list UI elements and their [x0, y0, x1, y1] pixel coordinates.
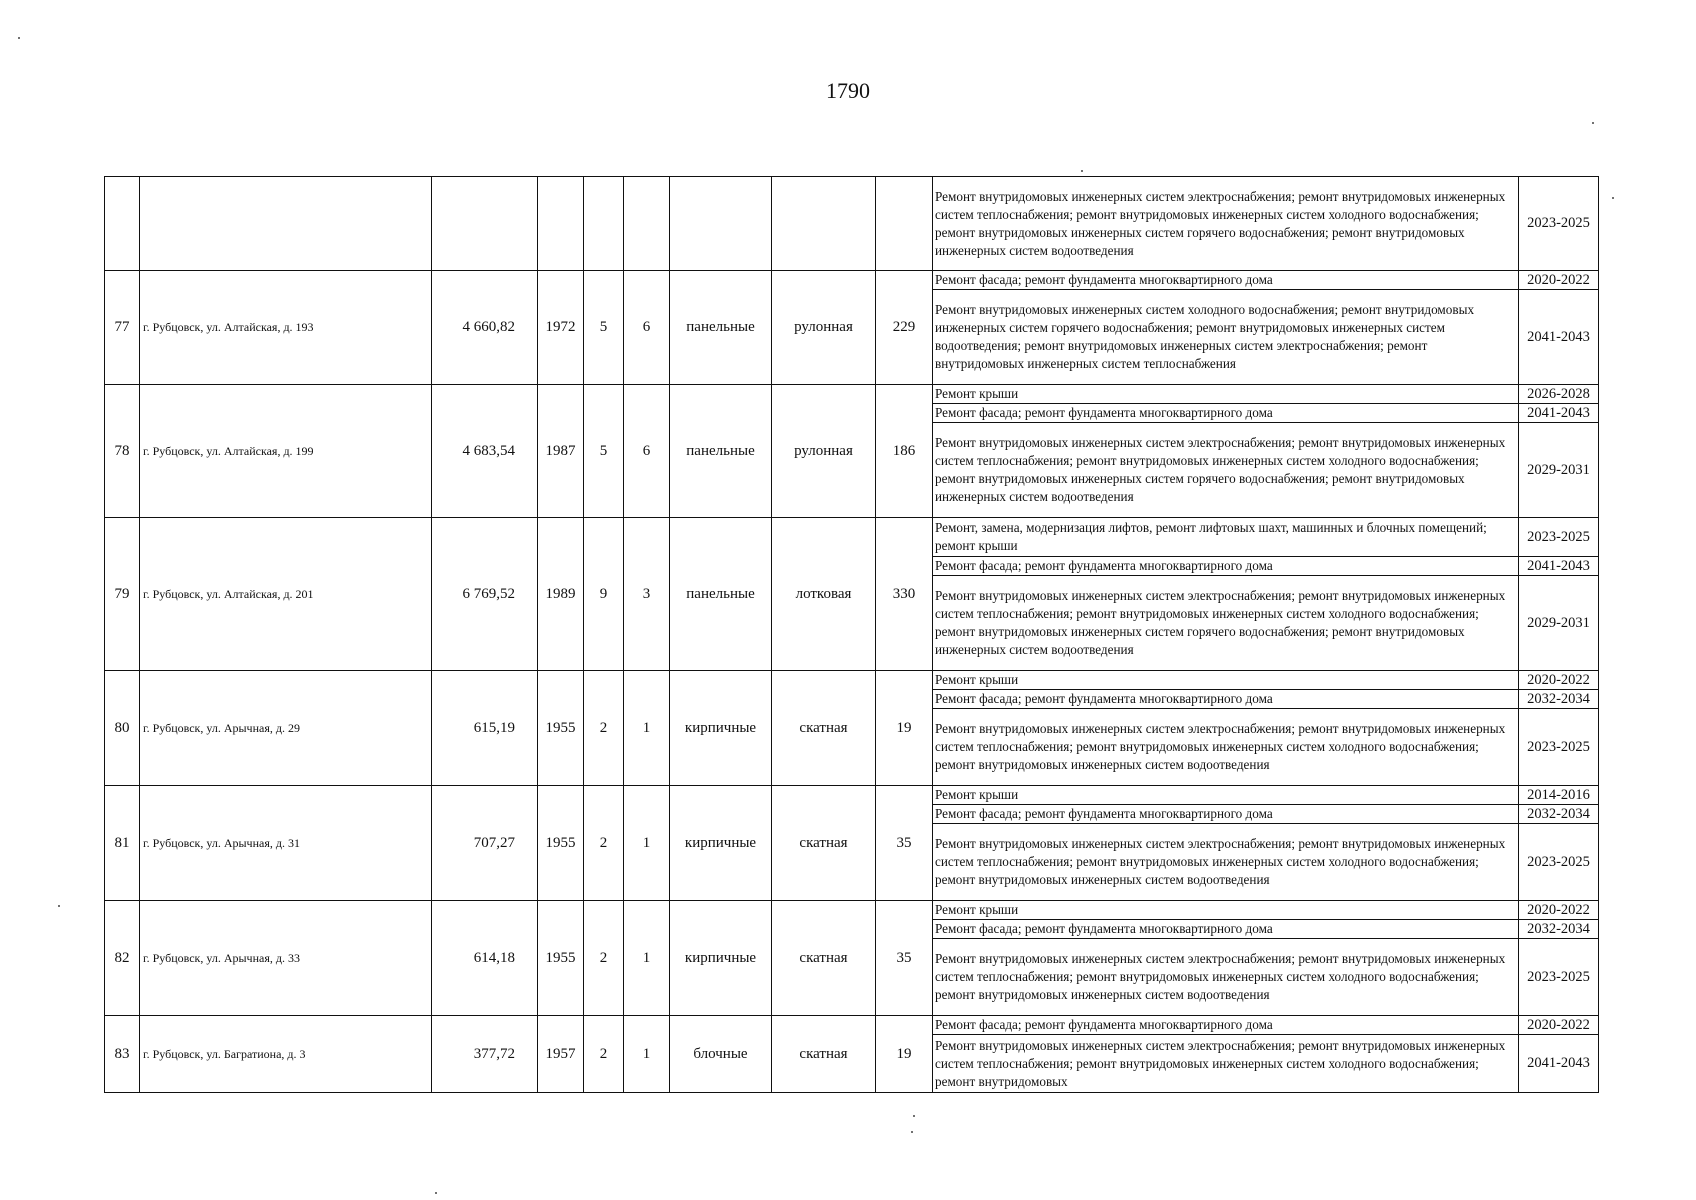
- year-cell: 1957: [538, 1016, 584, 1093]
- entrances-cell: 1: [624, 1016, 670, 1093]
- row-number: [105, 177, 140, 271]
- residents-cell: 35: [876, 901, 933, 1016]
- residents-cell: 229: [876, 271, 933, 385]
- area-cell: 377,72: [432, 1016, 538, 1093]
- work-description-cell: Ремонт внутридомовых инженерных систем холодного водоснабжения; ремонт внутридомовых инженерных систем горячего водоснабжения; ремонт внутридомовых инженерных систем водоотведения; ремонт внутридомовых инженерных систем электроснабжения; ремонт внутридомовых инженерных систем теплоснабжения: [933, 290, 1519, 385]
- scan-speck: [18, 37, 20, 39]
- roof-type-cell: лотковая: [772, 518, 876, 671]
- area-cell: [432, 177, 538, 271]
- wall-material-cell: панельные: [670, 271, 772, 385]
- scan-speck: [1592, 122, 1594, 124]
- work-description-cell: Ремонт внутридомовых инженерных систем электроснабжения; ремонт внутридомовых инженерных систем теплоснабжения; ремонт внутридомовых инженерных систем холодного водоснабжения; ремонт внутридомовых инженерных систем горячего водоснабжения; ремонт внутридомовых инженерных систем водоотведения: [933, 423, 1519, 518]
- work-period-cell: 2023-2025: [1519, 939, 1599, 1016]
- table-row: [105, 1016, 1599, 1035]
- work-description-cell: Ремонт внутридомовых инженерных систем электроснабжения; ремонт внутридомовых инженерных систем теплоснабжения; ремонт внутридомовых инженерных систем холодного водоснабжения; ремонт внутридомовых инженерных систем водоотведения: [933, 939, 1519, 1016]
- area-cell: 615,19: [432, 671, 538, 786]
- roof-type-cell: рулонная: [772, 385, 876, 518]
- work-description-cell: Ремонт фасада; ремонт фундамента многоквартирного дома: [933, 805, 1519, 824]
- floors-cell: 2: [584, 901, 624, 1016]
- work-period-cell: 2032-2034: [1519, 805, 1599, 824]
- wall-material-cell: кирпичные: [670, 786, 772, 901]
- wall-material-cell: кирпичные: [670, 671, 772, 786]
- work-period-cell: 2020-2022: [1519, 271, 1599, 290]
- roof-type-cell: скатная: [772, 1016, 876, 1093]
- area-cell: 707,27: [432, 786, 538, 901]
- work-period-cell: 2020-2022: [1519, 671, 1599, 690]
- work-period-cell: 2023-2025: [1519, 177, 1599, 271]
- area-cell: 4 660,82: [432, 271, 538, 385]
- work-period-cell: 2041-2043: [1519, 404, 1599, 423]
- work-period-cell: 2023-2025: [1519, 709, 1599, 786]
- entrances-cell: 1: [624, 901, 670, 1016]
- address-cell: г. Рубцовск, ул. Багратиона, д. 3: [140, 1016, 432, 1093]
- area-cell: 6 769,52: [432, 518, 538, 671]
- roof-type-cell: рулонная: [772, 271, 876, 385]
- work-period-cell: 2041-2043: [1519, 290, 1599, 385]
- roof-type-cell: скатная: [772, 786, 876, 901]
- work-description-cell: Ремонт фасада; ремонт фундамента многоквартирного дома: [933, 557, 1519, 576]
- table-row: [105, 901, 1599, 920]
- page-number: 1790: [826, 78, 870, 103]
- floors-cell: [584, 177, 624, 271]
- wall-material-cell: блочные: [670, 1016, 772, 1093]
- address-cell: г. Рубцовск, ул. Арычная, д. 33: [140, 901, 432, 1016]
- work-description-cell: Ремонт фасада; ремонт фундамента многоквартирного дома: [933, 404, 1519, 423]
- row-number: 83: [105, 1016, 140, 1093]
- year-cell: 1989: [538, 518, 584, 671]
- work-description-cell: Ремонт фасада; ремонт фундамента многоквартирного дома: [933, 271, 1519, 290]
- row-number: 81: [105, 786, 140, 901]
- work-period-cell: 2020-2022: [1519, 1016, 1599, 1035]
- row-number: 80: [105, 671, 140, 786]
- work-description-cell: Ремонт фасада; ремонт фундамента многоквартирного дома: [933, 1016, 1519, 1035]
- work-period-cell: 2023-2025: [1519, 518, 1599, 557]
- year-cell: 1972: [538, 271, 584, 385]
- work-description-cell: Ремонт, замена, модернизация лифтов, ремонт лифтовых шахт, машинных и блочных помещений; ремонт крыши: [933, 518, 1519, 557]
- scan-speck: [911, 1131, 913, 1133]
- scan-speck: [58, 905, 60, 907]
- work-period-cell: 2020-2022: [1519, 901, 1599, 920]
- work-description-cell: Ремонт крыши: [933, 901, 1519, 920]
- year-cell: 1955: [538, 786, 584, 901]
- work-period-cell: 2041-2043: [1519, 557, 1599, 576]
- table-row: [105, 177, 1599, 271]
- work-description-cell: Ремонт крыши: [933, 786, 1519, 805]
- work-period-cell: 2029-2031: [1519, 423, 1599, 518]
- work-period-cell: 2014-2016: [1519, 786, 1599, 805]
- residents-cell: 35: [876, 786, 933, 901]
- scan-speck: [913, 1115, 915, 1117]
- floors-cell: 9: [584, 518, 624, 671]
- residents-cell: [876, 177, 933, 271]
- roof-type-cell: скатная: [772, 901, 876, 1016]
- wall-material-cell: кирпичные: [670, 901, 772, 1016]
- entrances-cell: 1: [624, 786, 670, 901]
- row-number: 82: [105, 901, 140, 1016]
- floors-cell: 2: [584, 671, 624, 786]
- scan-speck: [1081, 170, 1083, 172]
- work-description-cell: Ремонт крыши: [933, 671, 1519, 690]
- floors-cell: 2: [584, 786, 624, 901]
- entrances-cell: 6: [624, 271, 670, 385]
- year-cell: [538, 177, 584, 271]
- work-description-cell: Ремонт крыши: [933, 385, 1519, 404]
- entrances-cell: 3: [624, 518, 670, 671]
- address-cell: г. Рубцовск, ул. Арычная, д. 31: [140, 786, 432, 901]
- address-cell: г. Рубцовск, ул. Арычная, д. 29: [140, 671, 432, 786]
- entrances-cell: [624, 177, 670, 271]
- table-row: [105, 786, 1599, 805]
- area-cell: 614,18: [432, 901, 538, 1016]
- wall-material-cell: панельные: [670, 385, 772, 518]
- floors-cell: 2: [584, 1016, 624, 1093]
- table-row: [105, 518, 1599, 557]
- work-description-cell: Ремонт внутридомовых инженерных систем электроснабжения; ремонт внутридомовых инженерных систем теплоснабжения; ремонт внутридомовых инженерных систем холодного водоснабжения; ремонт внутридомовых: [933, 1035, 1519, 1093]
- table-row: [105, 671, 1599, 690]
- area-cell: 4 683,54: [432, 385, 538, 518]
- work-description-cell: Ремонт фасада; ремонт фундамента многоквартирного дома: [933, 690, 1519, 709]
- work-period-cell: 2026-2028: [1519, 385, 1599, 404]
- work-description-cell: Ремонт внутридомовых инженерных систем электроснабжения; ремонт внутридомовых инженерных систем теплоснабжения; ремонт внутридомовых инженерных систем холодного водоснабжения; ремонт внутридомовых инженерных систем водоотведения: [933, 824, 1519, 901]
- repair-schedule-table: [104, 176, 1599, 1093]
- work-description-cell: Ремонт внутридомовых инженерных систем электроснабжения; ремонт внутридомовых инженерных систем теплоснабжения; ремонт внутридомовых инженерных систем холодного водоснабжения; ремонт внутридомовых инженерных систем горячего водоснабжения; ремонт внутридомовых инженерных систем водоотведения: [933, 576, 1519, 671]
- wall-material-cell: [670, 177, 772, 271]
- floors-cell: 5: [584, 385, 624, 518]
- year-cell: 1955: [538, 901, 584, 1016]
- scan-speck: [1612, 197, 1614, 199]
- table-row: [105, 385, 1599, 404]
- row-number: 77: [105, 271, 140, 385]
- work-period-cell: 2032-2034: [1519, 920, 1599, 939]
- address-cell: г. Рубцовск, ул. Алтайская, д. 193: [140, 271, 432, 385]
- row-number: 79: [105, 518, 140, 671]
- year-cell: 1955: [538, 671, 584, 786]
- work-description-cell: Ремонт фасада; ремонт фундамента многоквартирного дома: [933, 920, 1519, 939]
- scan-speck: [435, 1192, 437, 1194]
- address-cell: [140, 177, 432, 271]
- residents-cell: 186: [876, 385, 933, 518]
- entrances-cell: 1: [624, 671, 670, 786]
- work-description-cell: Ремонт внутридомовых инженерных систем электроснабжения; ремонт внутридомовых инженерных систем теплоснабжения; ремонт внутридомовых инженерных систем холодного водоснабжения; ремонт внутридомовых инженерных систем водоотведения: [933, 709, 1519, 786]
- entrances-cell: 6: [624, 385, 670, 518]
- work-period-cell: 2032-2034: [1519, 690, 1599, 709]
- year-cell: 1987: [538, 385, 584, 518]
- residents-cell: 330: [876, 518, 933, 671]
- row-number: 78: [105, 385, 140, 518]
- residents-cell: 19: [876, 1016, 933, 1093]
- address-cell: г. Рубцовск, ул. Алтайская, д. 201: [140, 518, 432, 671]
- wall-material-cell: панельные: [670, 518, 772, 671]
- residents-cell: 19: [876, 671, 933, 786]
- work-description-cell: Ремонт внутридомовых инженерных систем электроснабжения; ремонт внутридомовых инженерных систем теплоснабжения; ремонт внутридомовых инженерных систем холодного водоснабжения; ремонт внутридомовых инженерных систем горячего водоснабжения; ремонт внутридомовых инженерных систем водоотведения: [933, 177, 1519, 271]
- work-period-cell: 2041-2043: [1519, 1035, 1599, 1093]
- address-cell: г. Рубцовск, ул. Алтайская, д. 199: [140, 385, 432, 518]
- roof-type-cell: скатная: [772, 671, 876, 786]
- work-period-cell: 2029-2031: [1519, 576, 1599, 671]
- work-period-cell: 2023-2025: [1519, 824, 1599, 901]
- table-row: [105, 271, 1599, 290]
- roof-type-cell: [772, 177, 876, 271]
- floors-cell: 5: [584, 271, 624, 385]
